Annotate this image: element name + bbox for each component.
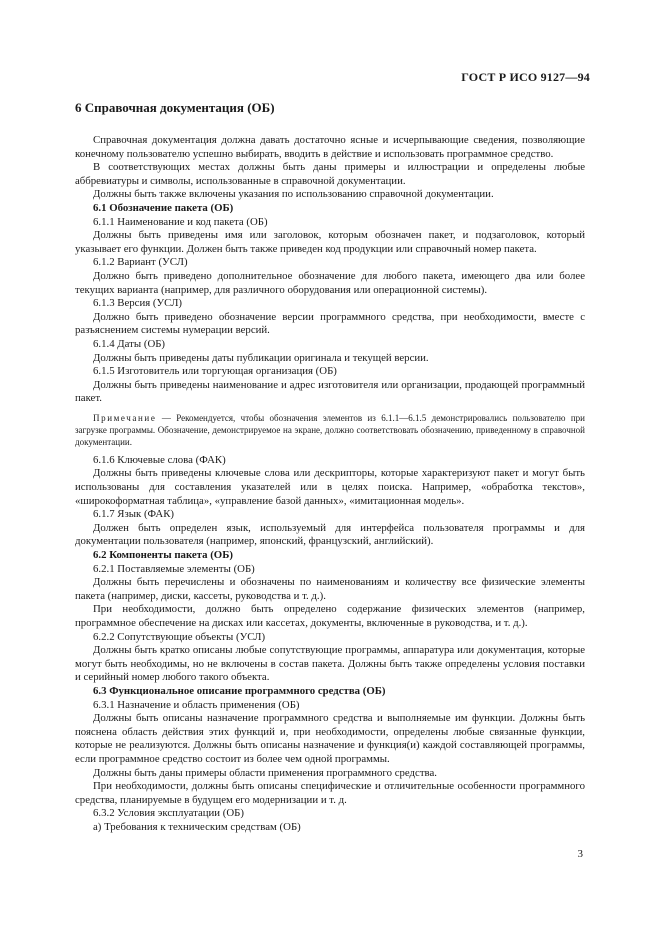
paragraph: В соответствующих местах должны быть даны примеры и иллюстрации и определены любые аббревиатуры и символы, использованные в справочной документации.: [75, 161, 585, 187]
item-heading: 6.2.1 Поставляемые элементы (ОБ): [93, 562, 255, 575]
item-heading: 6.2.2 Сопутствующие объекты (УСЛ): [93, 630, 266, 643]
item-heading: а) Требования к техническим средствам (ОБ): [93, 820, 301, 833]
standard-code: ГОСТ Р ИСО 9127—94: [461, 70, 590, 84]
note-text: — Рекомендуется, чтобы обозначения элементов из 6.1.1—6.1.5 демонстрировались пользователю при загрузке программы. Обозначение, демонстрируемое на экране, должно соответствовать обозначению, приведенному в справочной документации.: [75, 412, 585, 447]
paragraph: Должно быть приведено дополнительное обозначение для любого пакета, имеющего два или более текущих варианта (например, для различного оборудования или операционной системы).: [75, 269, 585, 296]
item-heading: 6.1.5 Изготовитель или торгующая организация (ОБ): [93, 365, 337, 378]
paragraph: Должны быть приведены даты публикации оригинала и текущей версии.: [93, 351, 429, 364]
item-heading: 6.1.3 Версия (УСЛ): [93, 297, 183, 310]
paragraph: Справочная документация должна давать достаточно ясные и исчерпывающие сведения, позволяющие конечному пользователю успешно выбирать, вводить в действие и использовать программное средство.: [75, 134, 585, 160]
paragraph: Должны быть приведены имя или заголовок, которым обозначен пакет, и подзаголовок, который указывает его функции. Должен быть также приведен код продукции или справочный номер пакета.: [75, 229, 585, 255]
item-heading: 6.1.4 Даты (ОБ): [93, 337, 166, 350]
paragraph: Должны быть приведены ключевые слова или дескрипторы, которые характеризуют пакет и могут быть использованы для составления указателей или в целях поиска. Например, «обработка текстов», «широкоформатная таблица», «управление базой данных», «имитационная модель».: [75, 467, 585, 507]
subsection-heading: 6.1 Обозначение пакета (ОБ): [93, 201, 234, 214]
paragraph: Должно быть приведено обозначение версии программного средства, при необходимости, вместе с разъяснением системы нумерации версий.: [75, 310, 585, 337]
paragraph: При необходимости, должно быть определено содержание физических элементов (например, программное обеспечение на дисках или кассетах, документы, включенные в руководства, и т. д.).: [75, 603, 585, 629]
item-heading: 6.3.2 Условия эксплуатации (ОБ): [93, 807, 244, 820]
page-number: 3: [577, 848, 583, 860]
paragraph: Должны быть кратко описаны любые сопутствующие программы, аппаратура или документация, которые могут быть необходимы, но не включены в состав пакета. Должны быть также определены условия поставки и серийный номер любого такого объекта.: [75, 644, 585, 684]
paragraph: При необходимости, должны быть описаны специфические и отличительные особенности программного средства, планируемые в будущем его модернизации и т. д.: [75, 780, 585, 806]
paragraph: Должны быть описаны назначение программного средства и выполняемые им функции. Должны быть пояснена область действия этих функций и, при необходимости, определены любые связанные функции, которые не реализуются. Должны быть описаны назначение и функция(и) каждой составляющей программы, если программное средство состоит из более чем одной программы.: [75, 712, 585, 765]
paragraph: Должен быть определен язык, используемый для интерфейса пользователя программы и для документации пользователя (например, японский, французский, английский).: [75, 521, 585, 548]
paragraph: Должны быть даны примеры области применения программного средства.: [93, 766, 437, 779]
paragraph: Должны быть также включены указания по использованию справочной документации.: [93, 188, 494, 201]
subsection-heading: 6.2 Компоненты пакета (ОБ): [93, 549, 233, 562]
item-heading: 6.1.1 Наименование и код пакета (ОБ): [93, 215, 268, 228]
section-title: 6 Справочная документация (ОБ): [75, 100, 275, 115]
item-heading: 6.1.6 Ключевые слова (ФАК): [93, 453, 226, 466]
item-heading: 6.3.1 Назначение и область применения (ОБ): [93, 698, 300, 711]
paragraph: Должны быть приведены наименование и адрес изготовителя или организации, продающей программный пакет.: [75, 378, 585, 405]
subsection-heading: 6.3 Функциональное описание программного средства (ОБ): [93, 684, 386, 697]
note: [75, 412, 585, 448]
page-content: [75, 100, 585, 835]
item-heading: 6.1.2 Вариант (УСЛ): [93, 256, 188, 269]
item-heading: 6.1.7 Язык (ФАК): [93, 508, 174, 521]
paragraph: Должны быть перечислены и обозначены по наименованиям и количеству все физические элементы пакета (например, диски, кассеты, руководства и т. д.).: [75, 576, 585, 602]
note-label: Примечание: [93, 412, 157, 423]
